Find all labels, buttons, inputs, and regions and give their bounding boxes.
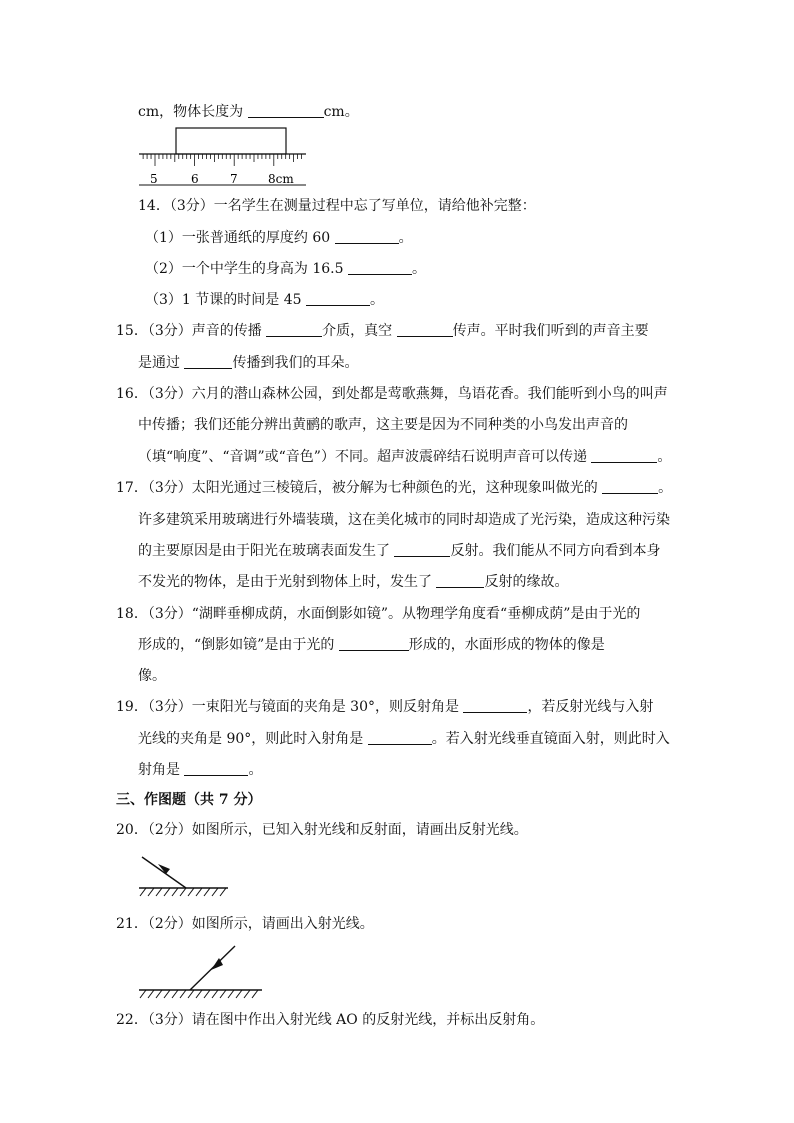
- q15-text-d: 是通过: [138, 355, 185, 371]
- q20-arrow-icon: [158, 864, 170, 874]
- hatch-mark: [196, 888, 202, 896]
- q14-item-3: [145, 290, 384, 310]
- q15-text-c: 传声。平时我们听到的声音主要: [452, 323, 649, 339]
- q15-text-e: 传播到我们的耳朵。: [232, 355, 359, 371]
- q14-item-2-text: （2）一个中学生的身高为 16.5: [145, 261, 348, 277]
- section-3-heading: 三、作图题（共 7 分）: [116, 792, 262, 808]
- q21-reflected-ray: [190, 946, 235, 990]
- q18-line-3: 像。: [138, 668, 166, 684]
- q20-figure: [139, 857, 228, 896]
- q13-answer-line: [138, 102, 359, 122]
- q18-blank[interactable]: [339, 636, 409, 651]
- q22-text: 22．（3分）请在图中作出入射光线 AO 的反射光线，并标出反射角。: [116, 1012, 545, 1028]
- q15-text-b: 介质，真空: [322, 323, 397, 339]
- q18-text-2b: 形成的，水面形成的物体的像是: [408, 637, 605, 653]
- q19-line-1: [116, 697, 653, 717]
- q14-stem: 14．（3分）一名学生在测量过程中忘了写单位，请给他补完整：: [138, 198, 536, 214]
- hatch-mark: [164, 990, 170, 998]
- ruler-label-5: 5: [150, 172, 158, 186]
- q18-text-2a: 形成的，“倒影如镜”是由于光的: [138, 637, 339, 653]
- q20-text: 20．（2分）如图所示，已知入射光线和反射面，请画出反射光线。: [116, 822, 528, 838]
- q19-text-2b: 。若入射光线垂直镜面入射，则此时入: [431, 731, 670, 747]
- measured-object: [176, 128, 286, 154]
- hatch-mark: [140, 888, 146, 896]
- hatch-mark: [212, 888, 218, 896]
- q17-line-3: [138, 541, 660, 561]
- hatch-mark: [180, 888, 186, 896]
- q21-arrow-icon: [211, 958, 223, 970]
- q15-line-1: [116, 321, 649, 341]
- q17-line-4: [138, 572, 568, 592]
- ruler-label-6: 6: [191, 172, 199, 186]
- ruler-figure: [139, 128, 306, 186]
- hatch-mark: [156, 990, 162, 998]
- hatch-mark: [140, 990, 146, 998]
- hatch-mark: [172, 990, 178, 998]
- hatch-mark: [188, 990, 194, 998]
- q19-line-3: [138, 760, 262, 780]
- q16-line-2: 中传播；我们还能分辨出黄鹂的歌声，这主要是因为不同种类的小鸟发出声音的: [138, 417, 628, 433]
- q20-incident-ray: [142, 857, 186, 888]
- q19-blank-1[interactable]: [463, 698, 527, 713]
- hatch-mark: [252, 990, 258, 998]
- q17-blank-1[interactable]: [602, 479, 658, 494]
- q16-text-3a: （填“响度”、“音调”或“音色”）不同。超声波震碎结石说明声音可以传递: [138, 449, 592, 465]
- q15-blank-2[interactable]: [397, 322, 453, 337]
- q13-text-pre: cm，物体长度为: [138, 104, 248, 120]
- q15-blank-1[interactable]: [266, 322, 322, 337]
- q19-blank-2[interactable]: [368, 730, 432, 745]
- ruler-ticks: [143, 154, 301, 166]
- q14-item-2-blank[interactable]: [348, 260, 412, 275]
- q14-item-2-end: 。: [411, 261, 426, 277]
- q16-blank[interactable]: [591, 448, 657, 463]
- q14-item-1-blank[interactable]: [335, 229, 399, 244]
- hatch-mark: [220, 888, 226, 896]
- q14-item-2: [145, 259, 426, 279]
- q19-text-3a: 射角是: [138, 762, 185, 778]
- q14-item-3-end: 。: [369, 292, 384, 308]
- q19-text-3b: 。: [248, 762, 263, 778]
- q18-line-2: [138, 635, 605, 655]
- q15-text-a: 15．（3分）声音的传播: [116, 323, 267, 339]
- q17-line-2: 许多建筑采用玻璃进行外墙装璜，这在美化城市的同时却造成了光污染，造成这种污染: [138, 512, 670, 528]
- q17-text-1b: 。: [658, 480, 673, 496]
- q14-item-1-text: （1）一张普通纸的厚度约 60: [145, 230, 335, 246]
- hatch-mark: [212, 990, 218, 998]
- hatch-mark: [204, 888, 210, 896]
- q21-text: 21．（2分）如图所示，请画出入射光线。: [116, 916, 374, 932]
- q13-blank[interactable]: [248, 103, 324, 118]
- q17-text-3a: 的主要原因是由于阳光在玻璃表面发生了: [138, 543, 395, 559]
- hatch-mark: [148, 990, 154, 998]
- q20-mirror-hatch: [140, 888, 226, 896]
- q19-text-2a: 光线的夹角是 90°，则此时入射角是: [138, 731, 368, 747]
- q17-text-1a: 17．（3分）太阳光通过三棱镜后，被分解为七种颜色的光，这种现象叫做光的: [116, 480, 603, 496]
- q17-text-3b: 反射。我们能从不同方向看到本身: [450, 543, 661, 559]
- hatch-mark: [204, 990, 210, 998]
- q14-item-1: [145, 228, 413, 248]
- q19-blank-3[interactable]: [184, 761, 248, 776]
- q17-blank-3[interactable]: [436, 573, 484, 588]
- q16-line-3: [138, 447, 671, 467]
- hatch-mark: [236, 990, 242, 998]
- hatch-mark: [220, 990, 226, 998]
- hatch-mark: [180, 990, 186, 998]
- q21-mirror-hatch: [140, 990, 258, 998]
- q16-line-1: 16．（3分）六月的潜山森林公园，到处都是莺歌燕舞，鸟语花香。我们能听到小鸟的叫声: [116, 386, 668, 402]
- q14-item-3-text: （3）1 节课的时间是 45: [145, 292, 306, 308]
- hatch-mark: [156, 888, 162, 896]
- q17-blank-2[interactable]: [394, 542, 450, 557]
- q19-line-2: [138, 729, 670, 749]
- q16-text-3b: 。: [657, 449, 672, 465]
- hatch-mark: [196, 990, 202, 998]
- q14-item-1-end: 。: [398, 230, 413, 246]
- hatch-mark: [148, 888, 154, 896]
- q17-text-4a: 不发光的物体，是由于光射到物体上时，发生了: [138, 574, 437, 590]
- hatch-mark: [228, 990, 234, 998]
- q14-item-3-blank[interactable]: [306, 291, 370, 306]
- q19-text-1a: 19．（3分）一束阳光与镜面的夹角是 30°，则反射角是: [116, 699, 464, 715]
- q13-text-post: cm。: [323, 104, 359, 120]
- ruler-label-8cm: 8cm: [268, 172, 294, 186]
- hatch-mark: [188, 888, 194, 896]
- hatch-mark: [164, 888, 170, 896]
- hatch-mark: [244, 990, 250, 998]
- q19-text-1b: ，若反射光线与入射: [527, 699, 654, 715]
- q17-line-1: [116, 478, 672, 498]
- q15-line-2: [138, 353, 358, 373]
- hatch-mark: [172, 888, 178, 896]
- q17-text-4b: 反射的缘故。: [484, 574, 569, 590]
- ruler-label-7: 7: [230, 172, 238, 186]
- q15-blank-3[interactable]: [184, 354, 232, 369]
- q18-line-1: 18．（3分）“湖畔垂柳成荫，水面倒影如镜”。从物理学角度看“垂柳成荫”是由于光的: [116, 606, 641, 622]
- q21-figure: [139, 946, 262, 998]
